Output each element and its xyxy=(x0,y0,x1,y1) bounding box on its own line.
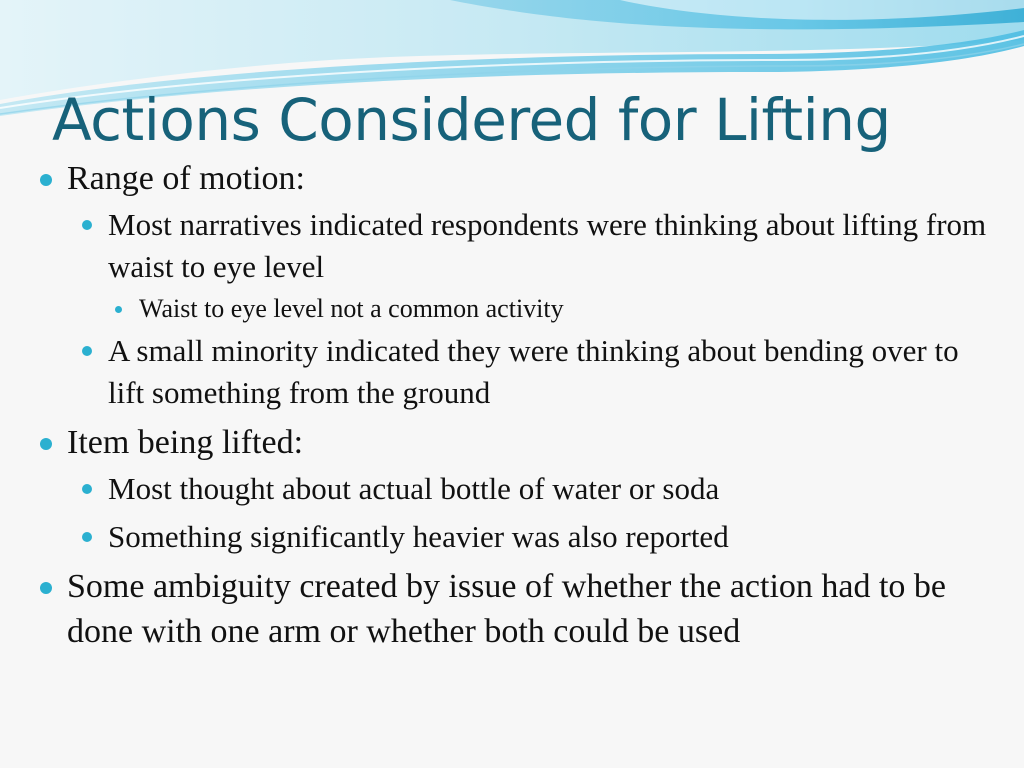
bullet-text: Some ambiguity created by issue of whether the action had to be done with one arm or whether both could be used xyxy=(67,568,947,650)
bullet-list xyxy=(40,156,990,654)
bullet-dot-icon xyxy=(40,174,52,186)
bullet-dot-icon xyxy=(82,220,92,230)
bullet-some-ambiguity xyxy=(40,564,990,654)
bullet-dot-icon xyxy=(82,484,92,494)
sub-sub-bullet-not-common xyxy=(110,291,990,327)
bullet-text: Waist to eye level not a common activity xyxy=(139,294,564,323)
bullet-text: Something significantly heavier was also reported xyxy=(108,519,729,554)
sub-bullet-waist-to-eye xyxy=(68,204,990,288)
bullet-dot-icon xyxy=(40,582,52,594)
sub-bullet-small-minority xyxy=(68,330,990,414)
sub-bullet-bottle xyxy=(68,468,990,510)
bullet-text: Most thought about actual bottle of water or soda xyxy=(108,471,720,506)
bullet-text: Most narratives indicated respondents were thinking about lifting from waist to eye level xyxy=(108,207,987,284)
bullet-text: Item being lifted: xyxy=(67,424,304,461)
bullet-dot-icon xyxy=(115,306,122,313)
bullet-text: A small minority indicated they were thinking about bending over to lift something from the ground xyxy=(108,333,959,410)
bullet-text: Range of motion: xyxy=(67,160,305,197)
bullet-range-of-motion xyxy=(40,156,990,201)
bullet-dot-icon xyxy=(40,438,52,450)
bullet-item-being-lifted xyxy=(40,420,990,465)
bullet-dot-icon xyxy=(82,346,92,356)
slide-title: Actions Considered for Lifting xyxy=(52,86,891,154)
sub-bullet-heavier xyxy=(68,516,990,558)
bullet-dot-icon xyxy=(82,532,92,542)
